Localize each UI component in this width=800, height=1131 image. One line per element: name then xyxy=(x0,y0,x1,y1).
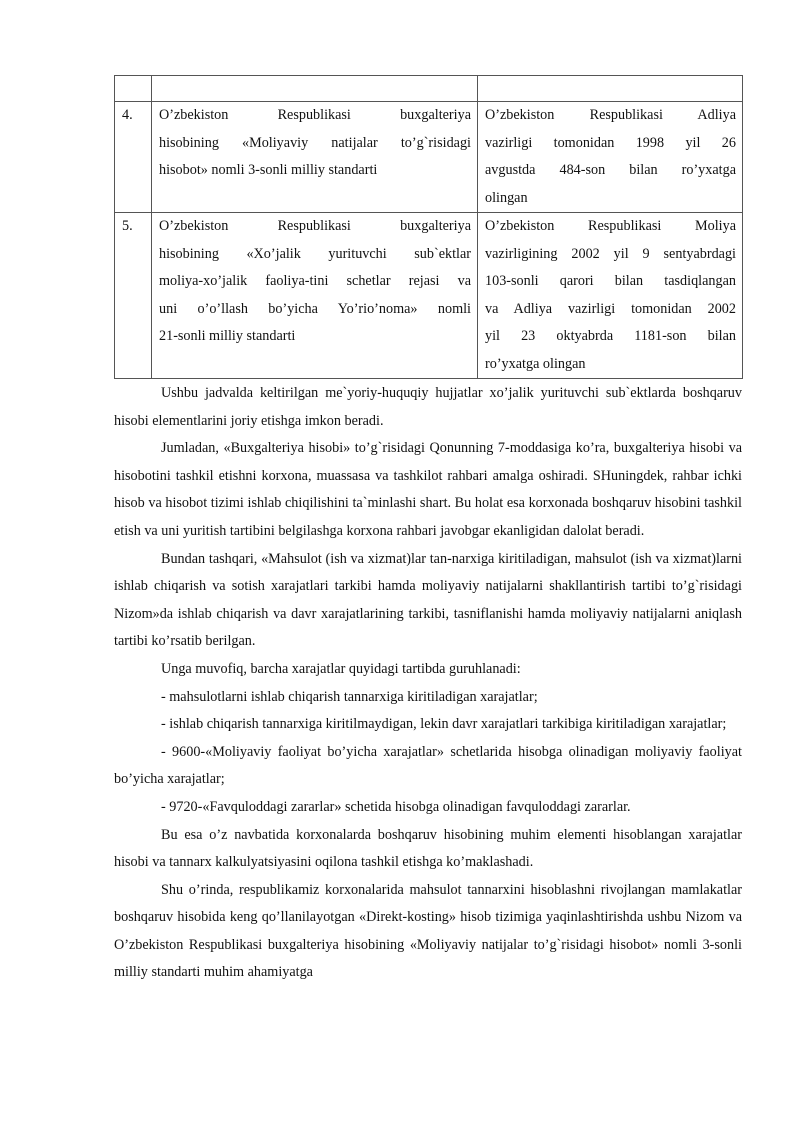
cell-text-line: ro’yxatga olingan xyxy=(485,355,586,372)
paragraph: Ushbu jadvalda keltirilgan me`yoriy-huquqiy hujjatlar xo’jalik yurituvchi sub`ektlarda boshqaruv hisobi elementlarini joriy etishga imkon beradi. xyxy=(114,385,742,429)
table-cell-number: 5. xyxy=(115,213,152,379)
list-item: - 9600-«Moliyaviy faoliyat bo’yicha xarajatlar» schetlarida hisobga olinadigan moliyaviy faoliyat bo’yicha xarajatlar; xyxy=(114,743,742,788)
cell-text-line: 103-sonli qarori bilan tasdiqlangan xyxy=(485,273,736,289)
cell-text-line: hisobining «Moliyaviy natijalar to’g`risidagi xyxy=(159,134,471,151)
paragraph: Jumladan, «Buxgalteriya hisobi» to’g`risidagi Qonunning 7-moddasiga ko’ra, buxgalteriya hisobi va hisobotini tashkil etishni korxona, muassasa va tashkilot rahbari amalga oshiradi. SHuningdek, rahbar ichki hisob va hisobot tizimi ishlab chiqilishini ta`minlashi shart. Bu holat esa korxonada boshqaruv hisobini tashkil etish va uni yuritish tartibini belgilashga korxona rahbari javobgar ekanligidan dalolat beradi. xyxy=(114,440,742,539)
cell-text-line: O’zbekiston Respublikasi buxgalteriya xyxy=(159,107,471,123)
table-cell-number: 4. xyxy=(115,102,152,213)
table-row xyxy=(115,102,743,213)
cell-text-line: olingan xyxy=(485,189,528,206)
table-cell-standard xyxy=(152,76,478,102)
cell-text-line: 21-sonli milliy standarti xyxy=(159,328,296,344)
cell-text-line: yil 23 oktyabrda 1181-son bilan xyxy=(485,328,736,344)
cell-text-line: avgustda 484-son bilan ro’yxatga xyxy=(485,162,736,178)
paragraph: Bu esa o’z navbatida korxonalarda boshqaruv hisobining muhim elementi hisoblangan xarajatlar hisobi va tannarx kalkulyatsiyasini oqilona tashkil etishga ko’maklashadi. xyxy=(114,826,742,871)
cell-text-line: O’zbekiston Respublikasi Moliya xyxy=(485,218,736,234)
paragraph: Shu o’rinda, respublikamiz korxonalarida mahsulot tannarxini hisoblashni rivojlangan mamlakatlar boshqaruv hisobida keng qo’llanilayotgan «Direkt-kosting» hisob tizimiga yaqinlashtirishda ushbu Nizom va O’zbekiston Respublikasi buxgalteriya hisobining «Moliyaviy natijalar to’g`risidagi hisobot» nomli 3-sonli milliy standarti muhim ahamiyatga xyxy=(114,881,742,981)
table-cell-number xyxy=(115,76,152,102)
cell-text-line: hisobining «Xo’jalik yurituvchi sub`ektlar xyxy=(159,245,471,262)
table-row xyxy=(115,76,743,102)
cell-text-line: vazirligi tomonidan 1998 yil 26 xyxy=(485,134,736,151)
table-cell-registration xyxy=(478,102,743,213)
table-row xyxy=(115,213,743,379)
list-item: - ishlab chiqarish tannarxiga kiritilmaydigan, lekin davr xarajatlari tarkibiga kiritiladigan xarajatlar; xyxy=(161,716,727,733)
cell-text-line: moliya-xo’jalik faoliya-tini schetlar rejasi va xyxy=(159,273,471,289)
paragraph: Unga muvofiq, barcha xarajatlar quyidagi tartibda guruhlanadi: xyxy=(161,660,521,677)
cell-text-line: O’zbekiston Respublikasi buxgalteriya xyxy=(159,218,471,234)
body-text xyxy=(114,380,742,987)
list-item: - mahsulotlarni ishlab chiqarish tannarxiga kiritiladigan xarajatlar; xyxy=(161,688,538,705)
table-cell-registration xyxy=(478,213,743,379)
list-item: - 9720-«Favquloddagi zararlar» schetida hisobga olinadigan favquloddagi zararlar. xyxy=(161,798,631,815)
paragraph: Bundan tashqari, «Mahsulot (ish va xizmat)lar tan-narxiga kiritiladigan, mahsulot (ish va xizmat)larni ishlab chiqarish va sotish xarajatlari tarkibi hamda moliyaviy natijalarni shakllantirish tartibi to’g`risidagi Nizom»da ishlab chiqarish va davr xarajatlarining tarkibi, tasniflanishi hamda moliyaviy natijalarni aniqlash tartibi ko’rsatib berilgan. xyxy=(114,550,742,650)
cell-text-line: O’zbekiston Respublikasi Adliya xyxy=(485,107,736,123)
table-cell-standard xyxy=(152,213,478,379)
cell-text-line: hisobot» nomli 3-sonli milliy standarti xyxy=(159,162,378,178)
table-cell-standard xyxy=(152,102,478,213)
cell-text-line: vazirligining 2002 yil 9 sentyabrdagi xyxy=(485,245,736,262)
regulations-table xyxy=(114,75,743,379)
cell-text-line: uni o’o’llash bo’yicha Yo’rio’noma» nomli xyxy=(159,300,471,317)
table-cell-registration xyxy=(478,76,743,102)
cell-text-line: va Adliya vazirligi tomonidan 2002 xyxy=(485,300,736,317)
